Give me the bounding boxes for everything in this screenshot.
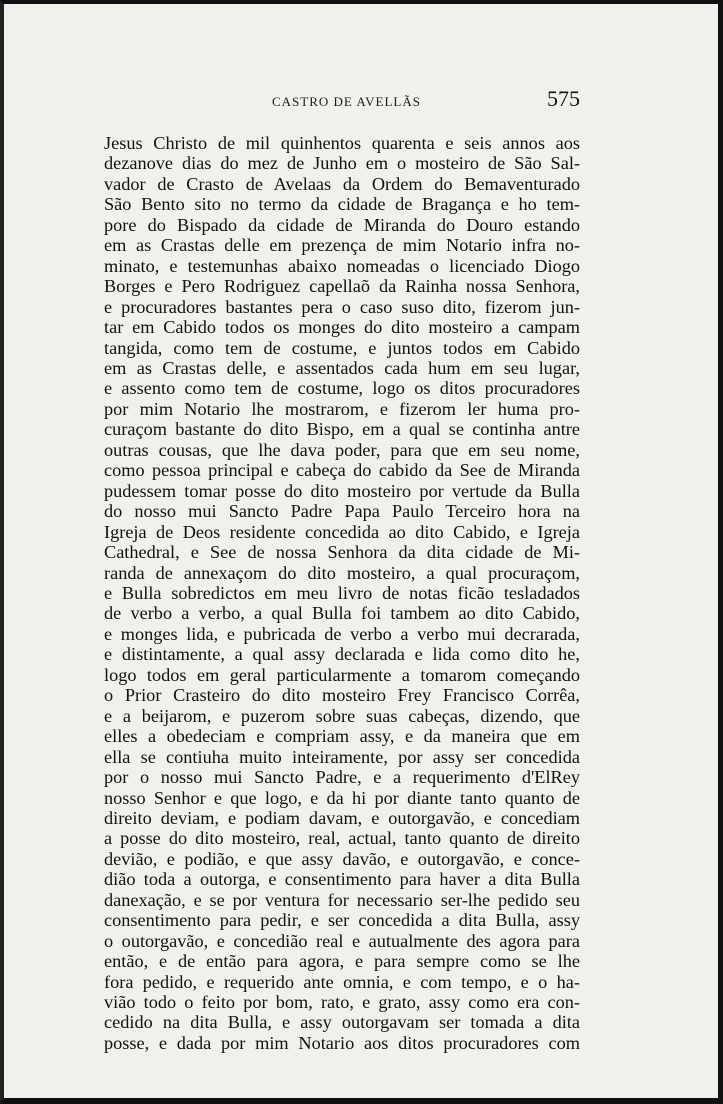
text-line: e procuradores bastantes pera o caso suso dito, fizerom jun- xyxy=(104,296,580,317)
text-line: elles a obedeciam e compriam assy, e da maneira que em xyxy=(104,726,580,747)
text-line: logo todos em geral particularmente a tomarom começando xyxy=(104,664,580,685)
text-line: Cathedral, e See de nossa Senhora da dita cidade de Mi- xyxy=(104,542,580,563)
text-line: do nosso mui Sancto Padre Papa Paulo Terceiro hora na xyxy=(104,501,580,522)
text-line: o Prior Crasteiro do dito mosteiro Frey Francisco Corrêa, xyxy=(104,685,580,706)
text-line: minato, e testemunhas abaixo nomeadas o licenciado Diogo xyxy=(104,255,580,276)
text-line: então, e de então para agora, e para sempre como se lhe xyxy=(104,951,580,972)
body-text xyxy=(104,133,580,1053)
text-line: e distintamente, a qual assy declarada e lida como dito he, xyxy=(104,644,580,665)
page-header xyxy=(4,84,718,114)
text-line: pore do Bispado da cidade de Miranda do Douro estando xyxy=(104,214,580,235)
text-line: por mim Notario lhe mostrarom, e fizerom ler huma pro- xyxy=(104,398,580,419)
text-line: danexação, e se por ventura for necessario ser-lhe pedido seu xyxy=(104,889,580,910)
text-line: em as Crastas delle em prezença de mim Notario infra no- xyxy=(104,235,580,256)
text-line: em as Crastas delle, e assentados cada hum em seu lugar, xyxy=(104,357,580,378)
text-line: de verbo a verbo, a qual Bulla foi tambem ao dito Cabido, xyxy=(104,603,580,624)
text-line: São Bento sito no termo da cidade de Bragança e ho tem- xyxy=(104,194,580,215)
text-line: randa de annexaçom do dito mosteiro, a qual procuraçom, xyxy=(104,562,580,583)
text-line: vador de Crasto de Avelaas da Ordem do Bemaventurado xyxy=(104,173,580,194)
text-line: e assento como tem de costume, logo os ditos procuradores xyxy=(104,378,580,399)
text-line: tangida, como tem de costume, e juntos todos em Cabido xyxy=(104,337,580,358)
text-line: dião toda a outorga, e consentimento para haver a dita Bulla xyxy=(104,869,580,890)
text-line: Igreja de Deos residente concedida ao dito Cabido, e Igreja xyxy=(104,521,580,542)
text-line: vião todo o feito por bom, rato, e grato, assy como era con- xyxy=(104,992,580,1013)
page-number: 575 xyxy=(547,86,580,111)
running-head: CASTRO DE AVELLÃS xyxy=(272,94,421,109)
text-line: outras cousas, que lhe dava poder, para que em seu nome, xyxy=(104,439,580,460)
text-line: e monges lida, e pubricada de verbo a verbo mui decrarada, xyxy=(104,623,580,644)
text-line: como pessoa principal e cabeça do cabido da See de Miranda xyxy=(104,460,580,481)
text-line: direito deviam, e podiam davam, e outorgavão, e concediam xyxy=(104,807,580,828)
text-line: cedido na dita Bulla, e assy outorgavam ser tomada a dita xyxy=(104,1012,580,1033)
text-line: fora pedido, e requerido ante omnia, e com tempo, e o ha- xyxy=(104,971,580,992)
text-line: consentimento para pedir, e ser concedida a dita Bulla, assy xyxy=(104,910,580,931)
text-line: ella se contiuha muito inteiramente, por assy ser concedida xyxy=(104,746,580,767)
text-line: a posse do dito mosteiro, real, actual, tanto quanto de direito xyxy=(104,828,580,849)
text-line: e a beijarom, e puzerom sobre suas cabeças, dizendo, que xyxy=(104,705,580,726)
text-line: dezanove dias do mez de Junho em o mosteiro de São Sal- xyxy=(104,153,580,174)
text-line: Jesus Christo de mil quinhentos quarenta e seis annos aos xyxy=(104,133,580,153)
text-line: posse, e dada por mim Notario aos ditos procuradores com xyxy=(104,1032,580,1053)
text-line: tar em Cabido todos os monges do dito mosteiro a campam xyxy=(104,317,580,338)
text-line: o outorgavão, e concedião real e autualmente des agora para xyxy=(104,930,580,951)
text-line: nosso Senhor e que logo, e da hi por diante tanto quanto de xyxy=(104,787,580,808)
text-line: e Bulla sobredictos em meu livro de notas ficão tesladados xyxy=(104,582,580,603)
text-line: Borges e Pero Rodriguez capellaõ da Rainha nossa Senhora, xyxy=(104,276,580,297)
text-line: curaçom bastante do dito Bispo, em a qual se continha antre xyxy=(104,419,580,440)
text-line: por o nosso mui Sancto Padre, e a requerimento d'ElRey xyxy=(104,767,580,788)
text-line: devião, e podião, e que assy davão, e outorgavão, e conce- xyxy=(104,848,580,869)
text-line: pudessem tomar posse do dito mosteiro por vertude da Bulla xyxy=(104,480,580,501)
